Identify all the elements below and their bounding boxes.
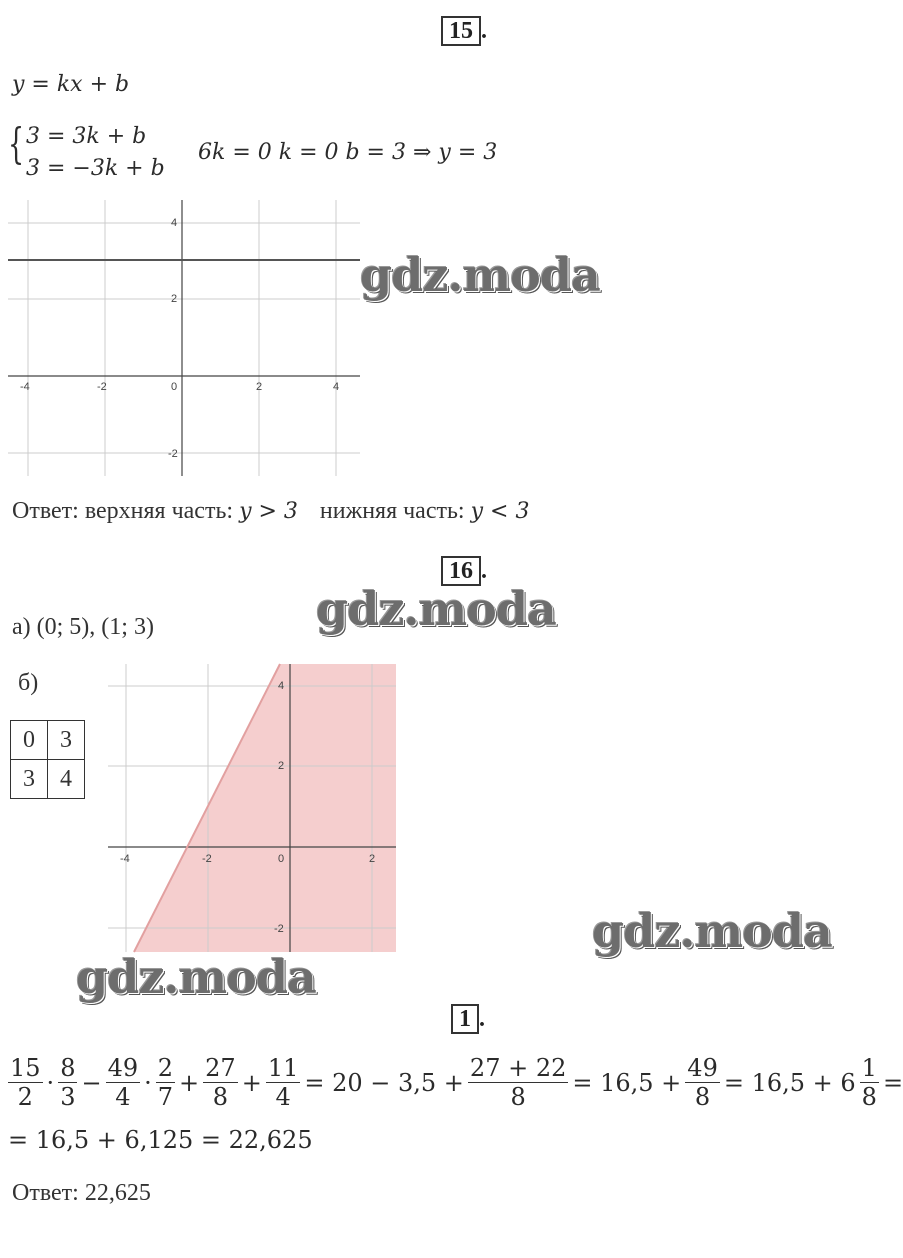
table-cell: 0 xyxy=(11,721,48,760)
task1-number-box: 1 . xyxy=(451,1004,485,1034)
y-tick: 2 xyxy=(171,293,178,305)
watermark: gdz.moda xyxy=(360,248,600,302)
denominator: 8 xyxy=(510,1083,526,1111)
operator: + xyxy=(179,1068,200,1097)
numerator: 1 xyxy=(861,1054,877,1082)
fraction xyxy=(468,1054,568,1111)
y-tick: 4 xyxy=(278,680,285,692)
answer-lower-label: нижняя часть: xyxy=(319,498,465,524)
operator: = 16,5 + xyxy=(572,1068,682,1097)
y-tick: -2 xyxy=(168,448,178,460)
fraction xyxy=(860,1054,879,1111)
x-tick: 2 xyxy=(369,853,376,865)
x-tick: 0 xyxy=(278,853,285,865)
denominator: 8 xyxy=(212,1083,229,1111)
table-cell: 3 xyxy=(48,721,85,760)
x-tick: -2 xyxy=(97,381,107,393)
grid-lines xyxy=(8,200,360,476)
numerator: 27 + 22 xyxy=(469,1054,567,1082)
table-row xyxy=(11,760,85,799)
operator: − xyxy=(81,1068,102,1097)
fraction xyxy=(58,1054,77,1111)
system-eq-2: 3 = −3k + b xyxy=(26,156,165,181)
answer-upper: y > 3 xyxy=(239,499,298,524)
numerator: 49 xyxy=(107,1054,139,1082)
denominator: 8 xyxy=(861,1083,877,1111)
task15-answer xyxy=(12,498,529,525)
task1-expression xyxy=(8,1054,903,1111)
x-tick: -4 xyxy=(20,381,30,393)
denominator: 4 xyxy=(115,1083,131,1111)
numerator: 15 xyxy=(10,1054,41,1082)
fraction xyxy=(106,1054,141,1111)
task15-number-box: 15 . xyxy=(441,16,487,46)
numerator: 11 xyxy=(267,1054,299,1082)
task15-number: 15 xyxy=(441,16,481,46)
operator: · xyxy=(46,1068,55,1097)
denominator: 4 xyxy=(275,1083,291,1111)
watermark: gdz.moda xyxy=(316,582,556,636)
y-tick: -2 xyxy=(274,923,284,935)
watermark: gdz.moda xyxy=(592,904,832,958)
task16-value-table xyxy=(10,720,85,799)
task16-number: 16 xyxy=(441,556,481,586)
denominator: 7 xyxy=(157,1083,174,1111)
y-tick: 2 xyxy=(278,760,285,772)
task1-line2: = 16,5 + 6,125 = 22,625 xyxy=(8,1126,313,1154)
x-tick: 2 xyxy=(256,381,263,393)
answer-label: Ответ: верхняя часть: xyxy=(12,498,234,524)
x-tick: 0 xyxy=(171,381,178,393)
operator: = xyxy=(882,1068,903,1097)
fraction xyxy=(156,1054,175,1111)
task16-part-a: а) (0; 5), (1; 3) xyxy=(12,614,154,640)
answer-lower: y < 3 xyxy=(470,499,530,524)
task16-graph xyxy=(108,664,396,952)
fraction xyxy=(685,1054,720,1111)
task16-number-box: 16 . xyxy=(441,556,487,586)
task16-part-b: б) xyxy=(18,670,39,696)
table-row xyxy=(11,721,85,760)
fraction xyxy=(266,1054,301,1111)
watermark: gdz.moda xyxy=(76,950,316,1004)
y-tick: 4 xyxy=(171,217,178,229)
denominator: 3 xyxy=(60,1083,76,1111)
operator: · xyxy=(144,1068,152,1097)
denominator: 2 xyxy=(17,1083,33,1111)
numerator: 49 xyxy=(687,1054,718,1082)
denominator: 8 xyxy=(694,1083,711,1111)
operator: + xyxy=(241,1068,262,1097)
fraction xyxy=(203,1054,238,1111)
operator: = 20 − 3,5 + xyxy=(304,1068,464,1097)
numerator: 8 xyxy=(60,1054,76,1082)
x-tick: -4 xyxy=(120,853,130,865)
numerator: 27 xyxy=(205,1054,236,1082)
shaded-region xyxy=(134,664,396,952)
task15-formula: y = kx + b xyxy=(12,72,130,97)
task15-solution: 6k = 0 k = 0 b = 3 ⇒ y = 3 xyxy=(198,140,498,165)
system-eq-1: 3 = 3k + b xyxy=(26,124,147,149)
numerator: 2 xyxy=(157,1054,174,1082)
task1-answer: Ответ: 22,625 xyxy=(12,1180,151,1206)
operator: = 16,5 + 6 xyxy=(723,1068,856,1097)
table-cell: 3 xyxy=(11,760,48,799)
brace-icon: { xyxy=(8,119,25,168)
fraction xyxy=(8,1054,43,1111)
x-tick: 4 xyxy=(333,381,340,393)
table-cell: 4 xyxy=(48,760,85,799)
x-tick: -2 xyxy=(202,853,212,865)
task15-graph xyxy=(8,200,360,476)
task1-number: 1 xyxy=(451,1004,479,1034)
